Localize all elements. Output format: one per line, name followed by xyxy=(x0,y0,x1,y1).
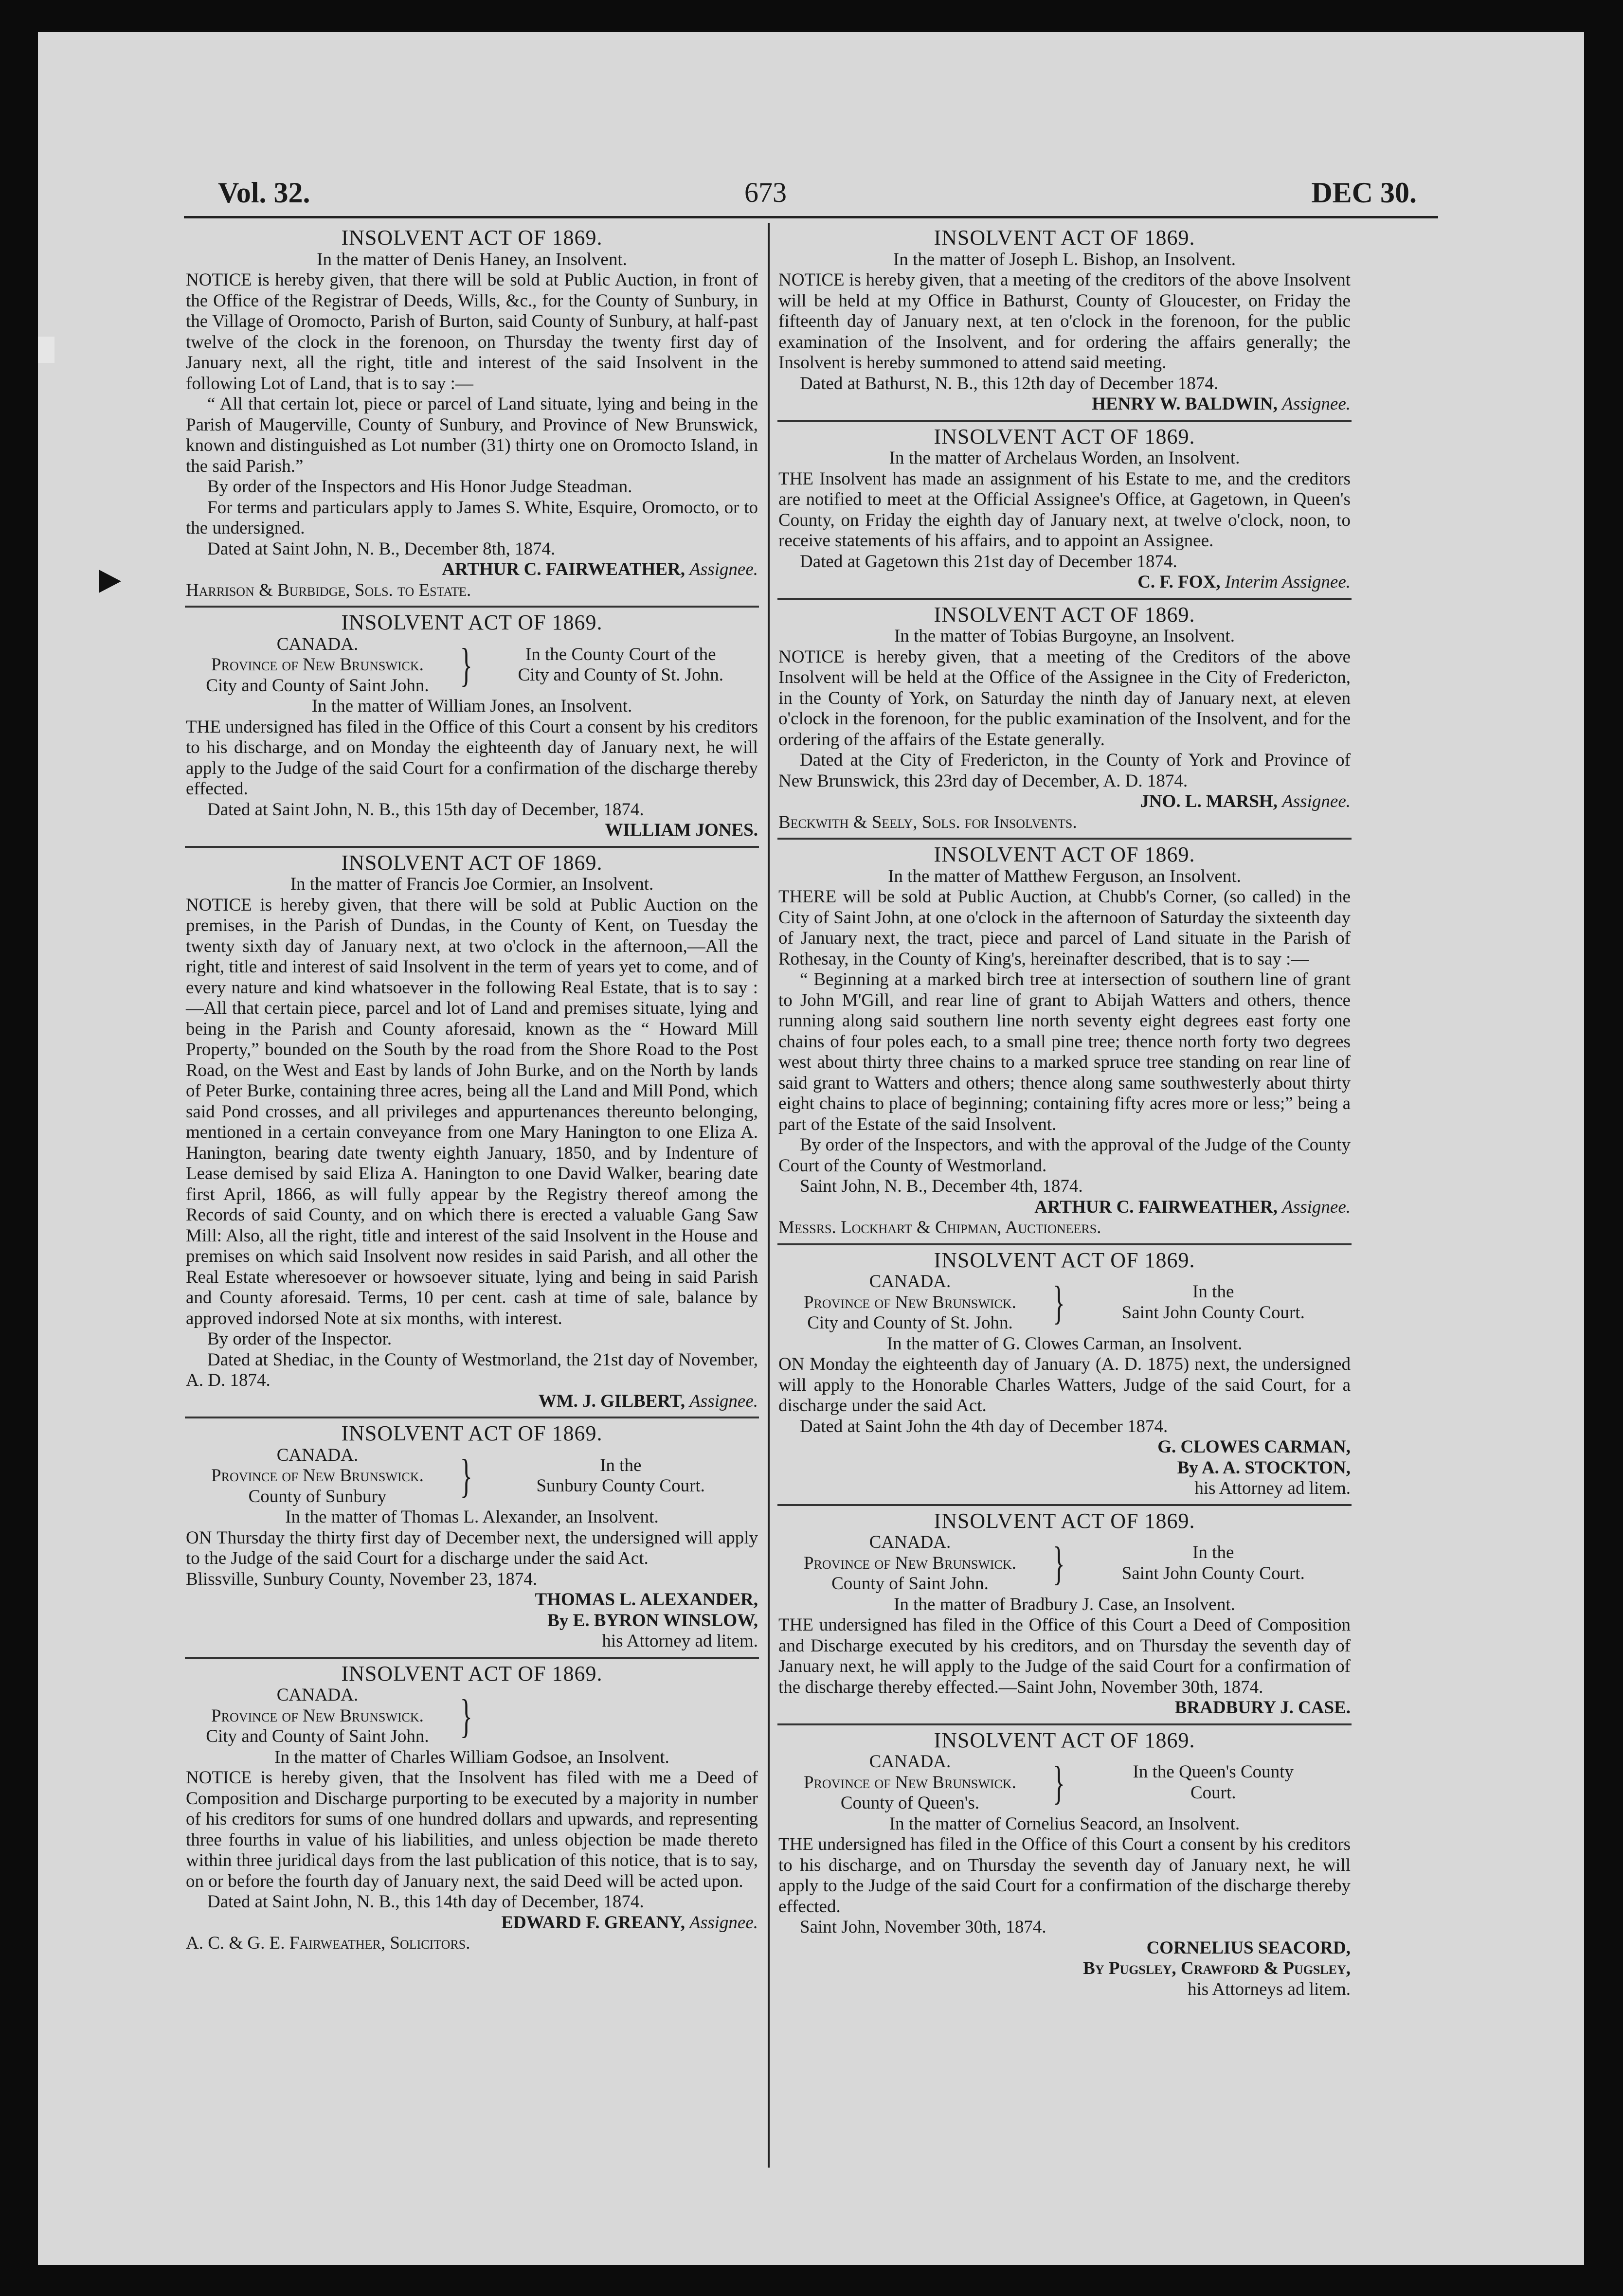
notice-thomas-alexander xyxy=(185,1418,759,1659)
notice-matthew-ferguson xyxy=(777,840,1352,1245)
notice-body: THE undersigned has filed in the Office of this Court a consent by his creditors to his discharge, and on Monday the eighteenth day of January next, he will apply to the Judge of the said Court for a confirmation of the discharge thereby effected. xyxy=(186,717,758,799)
notice-by-line: By E. BYRON WINSLOW, xyxy=(547,1610,758,1631)
left-column xyxy=(185,223,759,1959)
notice-body: THE undersigned has filed in the Office of this Court a consent by his creditors to his discharge, and on Thursday the seventh day of January next, he will apply to the Judge of the said Court for a confirmation of the discharge thereby effected. xyxy=(778,1834,1351,1917)
court-heading xyxy=(778,1752,1351,1814)
court-heading xyxy=(186,634,758,697)
canada-label: CANADA. xyxy=(869,1752,951,1772)
notice-bradbury-case xyxy=(777,1506,1352,1725)
notice-title: INSOLVENT ACT OF 1869. xyxy=(934,424,1195,448)
notice-body: THERE will be sold at Public Auction, at Chubb's Corner, (so called) in the City of Saint John, at one o'clock in the afternoon of Saturday the sixteenth day of January next, the tract, piece and parcel of Land situate in the Parish of Rothesay, in the County of King's, hereinafter described, that is to say :— xyxy=(778,887,1351,969)
notice-dated: Dated at Bathurst, N. B., this 12th day of December 1874. xyxy=(800,373,1219,394)
notice-joseph-bishop xyxy=(777,223,1352,422)
signer-role: Assignee. xyxy=(689,1391,758,1411)
notice-dated: Dated at Saint John, N. B., this 14th day of December, 1874. xyxy=(207,1892,644,1912)
county-label: City and County of Saint John. xyxy=(206,1726,429,1746)
county-label: County of Saint John. xyxy=(831,1574,989,1594)
canada-label: CANADA. xyxy=(869,1532,951,1552)
province-label: Province of New Brunswick. xyxy=(211,655,424,675)
notice-g-clowes-carman xyxy=(777,1245,1352,1506)
notice-order: By order of the Inspectors and His Honor Judge Steadman. xyxy=(207,477,632,497)
court-heading xyxy=(186,1685,758,1747)
notice-body: ON Thursday the thirty first day of December next, the undersigned will apply to the Judge of the said Court for a discharge under the said Act. xyxy=(186,1527,758,1568)
print-smudge xyxy=(99,570,121,593)
notice-matter: In the matter of Denis Haney, an Insolvent. xyxy=(317,249,627,269)
notice-signature: G. CLOWES CARMAN, xyxy=(1157,1437,1351,1457)
notice-body: NOTICE is hereby given, that there will be sold at Public Auction on the premises, in the Parish of Dundas, in the County of Kent, on Tuesday the twenty sixth day of January next, at two o'clock in the afternoon,—All the right, title and interest of said Insolvent in the term of years yet to come, and of every nature and kind whatsoever in the following Real Estate, that is to say :—All that certain piece, parcel and lot of Land and premises situate, lying and being in the Parish and County aforesaid, known as the “ Howard Mill Property,” bounded on the South by the road from the Shore Road to the Post Road, on the West and East by lands of John Burke, and on the North by lands of Peter Burke, containing three acres, being all the Land and Mill Pond, which said Pond crosses, and all privileges and appurtenances thereunto belonging, mentioned in a certain conveyance from one Mary Hanington to one Eliza A. Hanington, bearing date twenty eighth January, 1850, and by Indenture of Lease demised by said Eliza A. Hanington to one David Walker, bearing date first April, 1866, as will fully appear by the Registry thereof among the Records of said County, and on which there is erected a valuable Gang Saw Mill: Also, all the right, title and interest of the said Insolvent in the House and premises on which said Insolvent now resides in said Parish, and all other the Real Estate wheresoever or howsoever situate, lying and being in said Parish and County aforesaid. Terms, 10 per cent. cash at time of sale, balance by approved indorsed Note at six months, with interest. xyxy=(186,895,758,1328)
notice-attorney: his Attorney ad litem. xyxy=(602,1631,758,1651)
notice-dated: Blissville, Sunbury County, November 23, 1874. xyxy=(186,1569,538,1589)
signer-name: C. F. FOX, xyxy=(1137,572,1221,592)
volume-number: Vol. 32. xyxy=(218,177,310,209)
notice-body: THE undersigned has filed in the Office of this Court a Deed of Composition and Discharge executed by his creditors, and on Thursday the seventh day of January next, he will apply to the Judge of the said Court for a confirmation of the discharge thereby effected.—Saint John, November 30th, 1874. xyxy=(778,1615,1351,1697)
signer-role: Interim Assignee. xyxy=(1225,572,1351,592)
notice-attorney: his Attorney ad litem. xyxy=(1194,1478,1351,1498)
notice-matter: In the matter of Charles William Godsoe, an Insolvent. xyxy=(274,1747,669,1767)
notice-matter: In the matter of Archelaus Worden, an Insolvent. xyxy=(889,448,1240,468)
signer-name: JNO. L. MARSH, xyxy=(1140,791,1278,811)
court-line-1: In the xyxy=(600,1455,642,1475)
notice-body: NOTICE is hereby given, that the Insolvent has filed with me a Deed of Composition and Discharge purporting to be executed by a majority in number of his creditors for sums of one hundred dollars and upwards, and representing three fourths in value of his liabilities, and unless objection be made thereto within three juridical days from the last publication of this notice, that is to say, on or before the fourth day of January next, the said Deed will be acted upon. xyxy=(186,1768,758,1891)
notice-signature xyxy=(186,1913,758,1934)
signer-name: EDWARD F. GREANY, xyxy=(501,1912,685,1933)
notice-solicitors: A. C. & G. E. Fairweather, Solicitors. xyxy=(186,1933,470,1953)
notice-matter: In the matter of Bradbury J. Case, an Insolvent. xyxy=(894,1594,1235,1614)
notice-signature xyxy=(186,1391,758,1412)
county-label: City and County of Saint John. xyxy=(206,675,429,696)
notice-quote: “ All that certain lot, piece or parcel of Land situate, lying and being in the Parish of Maugerville, County of Sunbury, and Province of New Brunswick, known and distinguished as Lot number (31) thirty one on Oromocto Island, in the said Parish.” xyxy=(186,394,758,476)
page-edge-mark xyxy=(38,337,54,363)
canada-label: CANADA. xyxy=(276,1685,359,1705)
brace-glyph: } xyxy=(1052,1276,1065,1328)
newspaper-page xyxy=(38,32,1584,2265)
court-line-2: Saint John County Court. xyxy=(1121,1563,1305,1583)
notice-body: NOTICE is hereby given, that a meeting of the Creditors of the above Insolvent will be held at the Office of the Assignee in the City of Fredericton, in the County of York, on Saturday the ninth day of January next, at eleven o'clock in the forenoon, for the public examination of the Insolvent, and for the ordering of the affairs of the Estate generally. xyxy=(778,646,1351,750)
notice-matter: In the matter of Thomas L. Alexander, an Insolvent. xyxy=(285,1507,659,1527)
notice-title: INSOLVENT ACT OF 1869. xyxy=(341,226,603,250)
notice-dated: Dated at Saint John, N. B., this 15th day of December, 1874. xyxy=(207,799,644,820)
notice-body: NOTICE is hereby given, that there will be sold at Public Auction, in front of the Office of the Registrar of Deeds, Wills, &c., for the County of Sunbury, in the Village of Oromocto, Parish of Burton, said County of Sunbury, at half-past twelve of the clock in the forenoon, on Thursday the twenty first day of January next, all the right, title and interest of the said Insolvent in the following Lot of Land, that is to say :— xyxy=(186,270,758,394)
county-label: City and County of St. John. xyxy=(807,1313,1013,1333)
court-line-2: Court. xyxy=(1190,1782,1236,1803)
notice-title: INSOLVENT ACT OF 1869. xyxy=(934,1248,1195,1272)
column-separator xyxy=(768,223,770,2168)
notice-solicitors: Harrison & Burbidge, Sols. to Estate. xyxy=(186,580,471,600)
notice-signature xyxy=(778,394,1351,415)
brace-glyph: } xyxy=(1052,1537,1065,1589)
notice-by-line: By Pugsley, Crawford & Pugsley, xyxy=(1083,1958,1351,1978)
notice-title: INSOLVENT ACT OF 1869. xyxy=(934,1728,1195,1752)
notice-dated: Dated at Gagetown this 21st day of December 1874. xyxy=(800,551,1177,572)
province-label: Province of New Brunswick. xyxy=(211,1705,424,1726)
signer-role: Assignee. xyxy=(1282,1197,1351,1217)
notice-archelaus-worden xyxy=(777,422,1352,600)
signer-role: Assignee. xyxy=(1282,791,1351,811)
notice-dated: Saint John, N. B., December 4th, 1874. xyxy=(800,1176,1083,1196)
court-line-2: Sunbury County Court. xyxy=(536,1476,705,1496)
court-line-1: In the County Court of the xyxy=(525,644,716,664)
notice-terms: For terms and particulars apply to James S. White, Esquire, Oromocto, or to the undersigned. xyxy=(186,497,758,538)
notice-charles-godsoe xyxy=(185,1659,759,1959)
notice-denis-haney xyxy=(185,223,759,608)
notice-title: INSOLVENT ACT OF 1869. xyxy=(934,843,1195,866)
signer-name: HENRY W. BALDWIN, xyxy=(1092,394,1278,414)
notice-signature: CORNELIUS SEACORD, xyxy=(1146,1937,1351,1958)
court-heading xyxy=(778,1272,1351,1334)
notice-signature: BRADBURY J. CASE. xyxy=(1174,1698,1351,1718)
notice-matter: In the matter of G. Clowes Carman, an Insolvent. xyxy=(886,1333,1243,1354)
signer-role: Assignee. xyxy=(689,559,758,579)
notice-dated: Dated at Saint John, N. B., December 8th, 1874. xyxy=(207,538,556,559)
signer-name: ARTHUR C. FAIRWEATHER, xyxy=(1034,1197,1278,1217)
notice-matter: In the matter of Joseph L. Bishop, an Insolvent. xyxy=(893,249,1236,269)
notice-title: INSOLVENT ACT OF 1869. xyxy=(341,610,603,634)
notice-attorney: his Attorneys ad litem. xyxy=(1187,1979,1351,1999)
notice-body: NOTICE is hereby given, that a meeting of the creditors of the above Insolvent will be held at my Office in Bathurst, County of Gloucester, on Friday the fifteenth day of January next, at ten o'clock in the forenoon, for the public examination of the Insolvent, and for ordering the affairs generally; the Insolvent is hereby summoned to attend said meeting. xyxy=(778,270,1351,373)
brace-glyph: } xyxy=(1052,1756,1065,1809)
notice-title: INSOLVENT ACT OF 1869. xyxy=(341,850,603,875)
canada-label: CANADA. xyxy=(276,1445,359,1465)
notice-francis-joe-cormier xyxy=(185,848,759,1419)
court-line-2: City and County of St. John. xyxy=(518,665,723,685)
notice-signature xyxy=(778,1197,1351,1218)
notice-quote: “ Beginning at a marked birch tree at intersection of southern line of grant to John M'Gill, and rear line of grant to Abijah Watters and others, thence running along said southern line north seventy eight degrees east forty one chains of four poles each, to a small pine tree; thence north forty two degrees west about thirty three chains to a marked spruce tree standing on rear line of said grant to Watters and others; thence along same southwesterly about thirty eight chains to place of beginning; containing fifty acres more or less;” being a part of the Estate of the said Insolvent. xyxy=(778,969,1351,1134)
court-heading xyxy=(186,1445,758,1507)
canada-label: CANADA. xyxy=(869,1272,951,1292)
notice-william-jones xyxy=(185,608,759,848)
court-line-1: In the Queen's County xyxy=(1133,1762,1294,1782)
court-line-2: Saint John County Court. xyxy=(1121,1302,1305,1323)
right-column xyxy=(777,223,1352,2005)
court-line-1: In the xyxy=(1192,1543,1234,1563)
notice-signature: THOMAS L. ALEXANDER, xyxy=(535,1590,758,1610)
notice-solicitors: Beckwith & Seely, Sols. for Insolvents. xyxy=(778,812,1077,832)
notice-dated: Saint John, November 30th, 1874. xyxy=(800,1917,1046,1937)
brace-glyph: } xyxy=(460,639,472,691)
notice-title: INSOLVENT ACT OF 1869. xyxy=(934,1508,1195,1533)
notice-title: INSOLVENT ACT OF 1869. xyxy=(934,226,1195,250)
notice-matter: In the matter of Francis Joe Cormier, an Insolvent. xyxy=(290,874,654,894)
brace-glyph: } xyxy=(460,1689,472,1742)
province-label: Province of New Brunswick. xyxy=(804,1553,1016,1573)
notice-order: By order of the Inspector. xyxy=(207,1329,392,1349)
signer-role: Assignee. xyxy=(1282,394,1351,414)
notice-tobias-burgoyne xyxy=(777,600,1352,840)
court-heading xyxy=(778,1532,1351,1595)
notice-matter: In the matter of William Jones, an Insolvent. xyxy=(311,696,632,716)
province-label: Province of New Brunswick. xyxy=(804,1772,1016,1793)
issue-date: DEC 30. xyxy=(1311,177,1417,209)
notice-signature xyxy=(778,572,1351,593)
notice-signature: WILLIAM JONES. xyxy=(605,820,758,840)
notice-title: INSOLVENT ACT OF 1869. xyxy=(934,602,1195,627)
notice-body: THE Insolvent has made an assignment of his Estate to me, and the creditors are notified to meet at the Official Assignee's Office, at Gagetown, in Queen's County, on Friday the eighth day of January next, at twelve o'clock, noon, to receive statements of his affairs, and to appoint an Assignee. xyxy=(778,468,1351,551)
notice-dated: Dated at Shediac, in the County of Westmorland, the 21st day of November, A. D. 1874. xyxy=(186,1349,758,1390)
notice-signature xyxy=(778,791,1351,812)
notice-matter: In the matter of Tobias Burgoyne, an Insolvent. xyxy=(894,626,1235,646)
notice-matter: In the matter of Matthew Ferguson, an Insolvent. xyxy=(888,866,1241,886)
notice-title: INSOLVENT ACT OF 1869. xyxy=(341,1421,603,1445)
signer-name: ARTHUR C. FAIRWEATHER, xyxy=(442,559,685,579)
header-rule xyxy=(184,216,1438,218)
notice-order: By order of the Inspectors, and with the approval of the Judge of the County Court of the County of Westmorland. xyxy=(778,1135,1351,1176)
notice-auctioneers: Messrs. Lockhart & Chipman, Auctioneers. xyxy=(778,1218,1101,1238)
county-label: County of Sunbury xyxy=(248,1486,387,1507)
canada-label: CANADA. xyxy=(276,634,359,654)
notice-matter: In the matter of Cornelius Seacord, an Insolvent. xyxy=(889,1813,1240,1834)
notice-signature xyxy=(186,559,758,580)
notice-title: INSOLVENT ACT OF 1869. xyxy=(341,1661,603,1686)
county-label: County of Queen's. xyxy=(840,1793,980,1813)
notice-body: ON Monday the eighteenth day of January (A. D. 1875) next, the undersigned will apply to the Honorable Charles Watters, Judge of the said Court, for a discharge under the said Act. xyxy=(778,1354,1351,1416)
notice-by-line: By A. A. STOCKTON, xyxy=(1177,1457,1351,1478)
signer-name: WM. J. GILBERT, xyxy=(538,1391,685,1411)
court-line-1: In the xyxy=(1192,1282,1234,1302)
province-label: Province of New Brunswick. xyxy=(804,1292,1016,1312)
signer-role: Assignee. xyxy=(689,1912,758,1933)
notice-dated: Dated at Saint John the 4th day of December 1874. xyxy=(800,1416,1168,1436)
notice-cornelius-seacord xyxy=(777,1725,1352,2005)
brace-glyph: } xyxy=(460,1450,472,1502)
province-label: Province of New Brunswick. xyxy=(211,1466,424,1486)
notice-dated: Dated at the City of Fredericton, in the County of York and Province of New Brunswick, this 23rd day of December, A. D. 1874. xyxy=(778,750,1351,791)
page-number: 673 xyxy=(744,177,787,208)
